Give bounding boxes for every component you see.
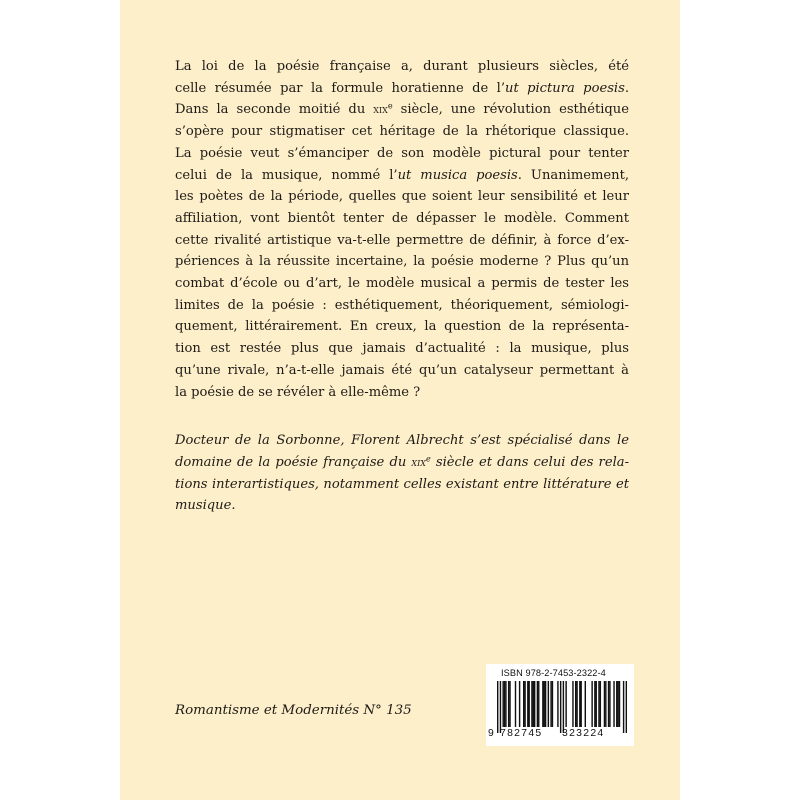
barcode-bar (617, 681, 618, 727)
barcode-bar (557, 681, 558, 727)
summary-line (175, 230, 629, 252)
barcode-bar (515, 681, 516, 727)
summary-line (175, 316, 629, 338)
bio-line (175, 430, 629, 452)
bio-text-run: Docteur de la Sorbonne, Florent Albrecht s’est spécialisé dans le (175, 433, 629, 449)
barcode-bar (594, 681, 595, 727)
barcode-bar (591, 681, 592, 727)
barcode-bar (508, 681, 509, 727)
bio-text-run: domaine de la poésie française du (175, 454, 412, 470)
summary-paragraph (175, 56, 629, 403)
summary-text-run: Dans la seconde moitié du (175, 102, 374, 118)
summary-text (175, 56, 629, 517)
bio-line (175, 495, 629, 517)
summary-text-run: les poètes de la période, quelles que soient leur sensibilité et leur (175, 189, 629, 205)
summary-line (175, 78, 629, 100)
barcode-bar (608, 681, 609, 727)
summary-text-run: . Unanimement, (517, 167, 630, 183)
summary-line (175, 99, 629, 121)
summary-text-run: ut pictura poesis (505, 80, 625, 96)
barcode-bar (497, 681, 498, 733)
barcode-digit-first: 9 (488, 728, 494, 739)
author-bio-paragraph (175, 430, 629, 517)
summary-line (175, 273, 629, 295)
barcode-bar (616, 681, 617, 727)
barcode-bar (523, 681, 524, 727)
summary-text-run: s’opère pour stigmatiser cet héritage de la rhétorique classique. (175, 124, 629, 140)
barcode-bar (527, 681, 528, 727)
summary-line (175, 143, 629, 165)
barcode-bar (505, 681, 506, 727)
barcode-bar (550, 681, 551, 727)
summary-text-run: siècle, une révolution esthétique (392, 102, 629, 118)
barcode-bars (497, 681, 627, 735)
barcode-bar (565, 681, 566, 727)
barcode-bar (528, 681, 529, 727)
barcode-bar (619, 681, 620, 727)
summary-line (175, 295, 629, 317)
bio-line (175, 474, 629, 496)
barcode-bar (585, 681, 586, 727)
isbn-barcode (486, 664, 634, 746)
bio-line (175, 452, 629, 474)
bio-text-run: musique. (175, 498, 236, 514)
summary-line (175, 338, 629, 360)
barcode-bar (572, 681, 573, 727)
summary-text-run: celui de la musique, nommé l’ (175, 167, 398, 183)
barcode-bar (502, 681, 503, 727)
barcode-bar (538, 681, 539, 727)
barcode-bar (613, 681, 614, 727)
summary-line (175, 251, 629, 273)
summary-text-run: cette rivalité artistique va-t-elle permettre de définir, à force d’ex- (175, 232, 629, 248)
summary-text-run: quement, littérairement. En creux, la question de la représenta- (175, 319, 629, 335)
barcode-bar (560, 681, 561, 733)
summary-line (175, 121, 629, 143)
barcode-bar (533, 681, 534, 727)
barcode-bar (524, 681, 525, 727)
bio-text-run: e (425, 453, 431, 464)
summary-text-run: ut musica poesis (397, 167, 518, 183)
summary-text-run: combat d’école ou d’art, le modèle musical a permis de tester les (175, 276, 629, 292)
barcode-bar (600, 681, 601, 727)
barcode-digits-right: 323224 (562, 728, 605, 739)
barcode-bar (563, 681, 564, 733)
barcode-bar (623, 681, 624, 733)
summary-text-run: limites de la poésie : esthétiquement, théoriquement, sémiologi- (175, 297, 629, 313)
summary-line (175, 360, 629, 382)
barcode-bar (604, 681, 605, 727)
barcode-bar (626, 681, 627, 733)
barcode-bar (542, 681, 543, 727)
summary-text-run: xix (373, 102, 388, 117)
barcode-bar (576, 681, 577, 727)
barcode-bar (580, 681, 581, 727)
bio-text-run: siècle et dans celui des rela- (430, 454, 629, 470)
summary-line (175, 208, 629, 230)
summary-text-run: qu’une rivale, n’a-t-elle jamais été qu’un catalyseur permettant à (175, 362, 629, 378)
barcode-bar (598, 681, 599, 727)
barcode-bar (579, 681, 580, 727)
barcode-bar (545, 681, 546, 727)
barcode-digits-left: 782745 (500, 728, 543, 739)
barcode-bar (531, 681, 532, 727)
summary-text-run: La loi de la poésie française a, durant plusieurs siècles, été (175, 59, 629, 74)
summary-text-run: la poésie de se révéler à elle-même ? (175, 384, 421, 400)
summary-line (175, 56, 629, 78)
isbn-label: ISBN 978-2-7453-2322-4 (501, 668, 606, 678)
barcode-bar (519, 681, 520, 727)
summary-text-run: périences à la réussite incertaine, la poésie moderne ? Plus qu’un (175, 254, 629, 270)
summary-text-run: La poésie veut s’émanciper de son modèle pictural pour tenter (175, 145, 629, 161)
summary-text-run: . (624, 80, 629, 96)
summary-line (175, 186, 629, 208)
barcode-bar (609, 681, 610, 727)
barcode-bar (504, 681, 505, 727)
barcode-bar (544, 681, 545, 727)
summary-line (175, 382, 629, 404)
bio-text-run: xix (411, 454, 426, 469)
summary-line (175, 165, 629, 187)
barcode-bar (605, 681, 606, 727)
barcode-bar (552, 681, 553, 727)
summary-text-run: tion est restée plus que jamais d’actualité : la musique, plus (175, 341, 629, 357)
summary-text-run: celle résumée par la formule horatienne de l’ (175, 80, 506, 96)
series-title: Romantisme et Modernités N° 135 (175, 703, 412, 718)
barcode-bar (575, 681, 576, 727)
barcode-bar (509, 681, 510, 727)
barcode-bar (596, 681, 597, 727)
bio-text-run: tions interartistiques, notamment celles existant entre littérature et (175, 476, 629, 492)
barcode-bar (534, 681, 535, 727)
summary-text-run: affiliation, vont bientôt tenter de dépasser le modèle. Comment (175, 210, 629, 226)
barcode-bar (500, 681, 501, 733)
summary-text-run: e (387, 100, 393, 111)
barcode-bar (537, 681, 538, 727)
barcode-bar (548, 681, 549, 727)
